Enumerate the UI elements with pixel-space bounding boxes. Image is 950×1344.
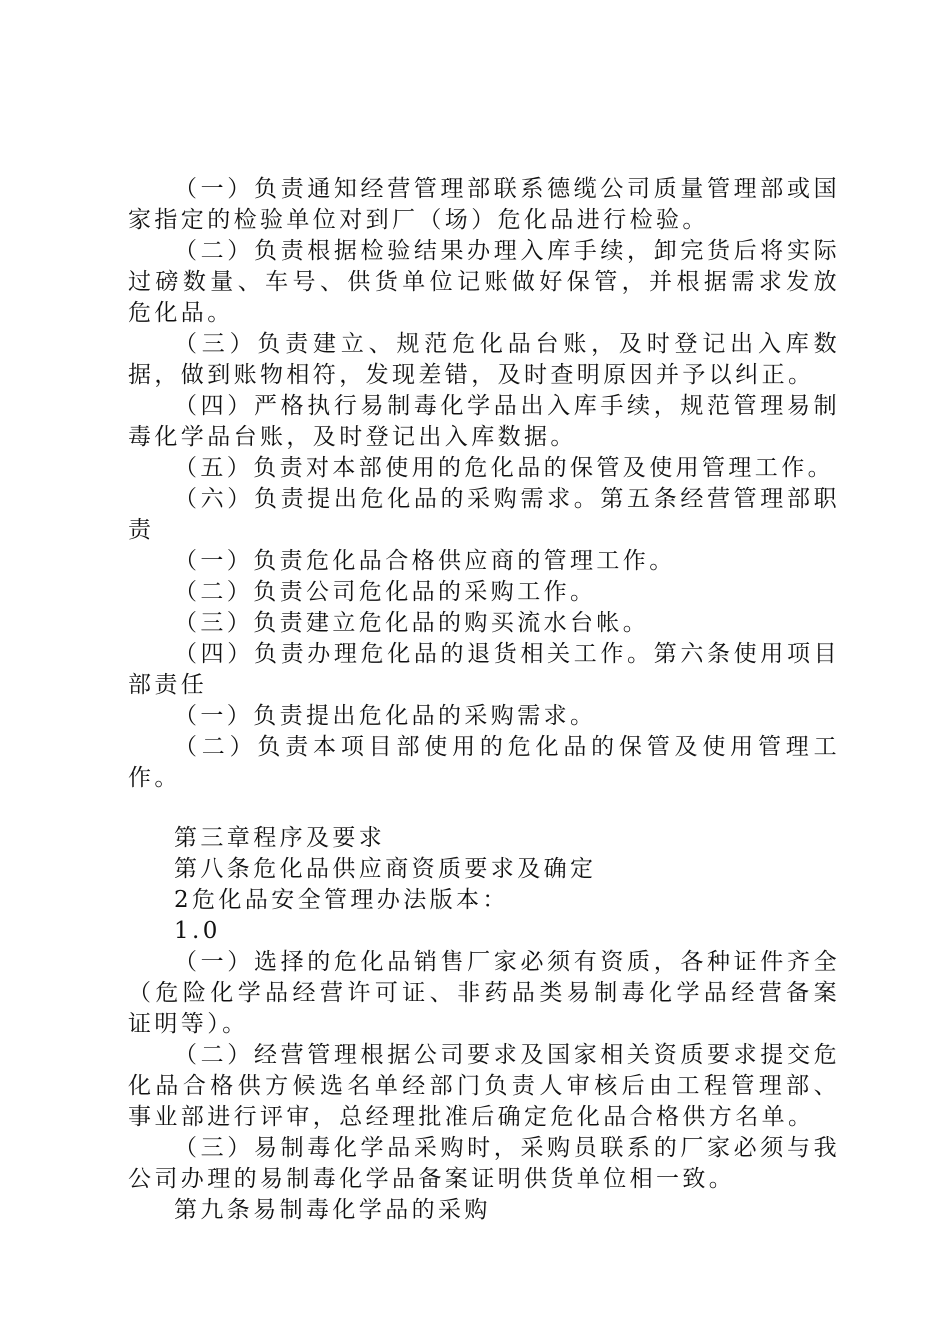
paragraph: （三）负责建立、规范危化品台账，及时登记出入库数据，做到账物相符，发现差错，及时查明原因并予以纠正。 [128, 331, 840, 388]
paragraph: （六）负责提出危化品的采购需求。第五条经营管理部职责 [128, 486, 840, 543]
paragraph: （一）负责提出危化品的采购需求。 [174, 703, 597, 729]
paragraph: （五）负责对本部使用的危化品的保管及使用管理工作。 [174, 455, 834, 481]
paragraph: （二）负责本项目部使用的危化品的保管及使用管理工作。 [128, 734, 840, 791]
paragraph: （一）选择的危化品销售厂家必须有资质，各种证件齐全（危险化学品经营许可证、非药品类易制毒化学品经营备案证明等）。 [128, 949, 840, 1037]
version-label: 2危化品安全管理办法版本： [174, 887, 509, 913]
article-heading: 第九条易制毒化学品的采购 [174, 1197, 491, 1223]
paragraph: （二）负责根据检验结果办理入库手续，卸完货后将实际过磅数量、车号、供货单位记账做好保管，并根据需求发放危化品。 [128, 238, 840, 326]
paragraph: （一）负责危化品合格供应商的管理工作。 [174, 548, 676, 574]
article-heading: 第八条危化品供应商资质要求及确定 [174, 856, 597, 882]
paragraph: （二）负责公司危化品的采购工作。 [174, 579, 597, 605]
paragraph: （三）负责建立危化品的购买流水台帐。 [174, 610, 650, 636]
paragraph: （二）经营管理根据公司要求及国家相关资质要求提交危化品合格供方候选名单经部门负责人审核后由工程管理部、事业部进行评审，总经理批准后确定危化品合格供方名单。 [128, 1042, 840, 1130]
paragraph: （四）严格执行易制毒化学品出入库手续，规范管理易制毒化学品台账，及时登记出入库数据。 [128, 393, 840, 450]
paragraph-spacer [128, 794, 840, 823]
chapter-heading: 第三章程序及要求 [174, 825, 386, 851]
document-body [128, 174, 840, 1226]
paragraph: （三）易制毒化学品采购时，采购员联系的厂家必须与我公司办理的易制毒化学品备案证明供货单位相一致。 [128, 1135, 840, 1192]
version-number: 1.0 [174, 918, 221, 944]
paragraph: （四）负责办理危化品的退货相关工作。第六条使用项目部责任 [128, 641, 840, 698]
paragraph: （一）负责通知经营管理部联系德缆公司质量管理部或国家指定的检验单位对到厂（场）危化品进行检验。 [128, 176, 840, 233]
